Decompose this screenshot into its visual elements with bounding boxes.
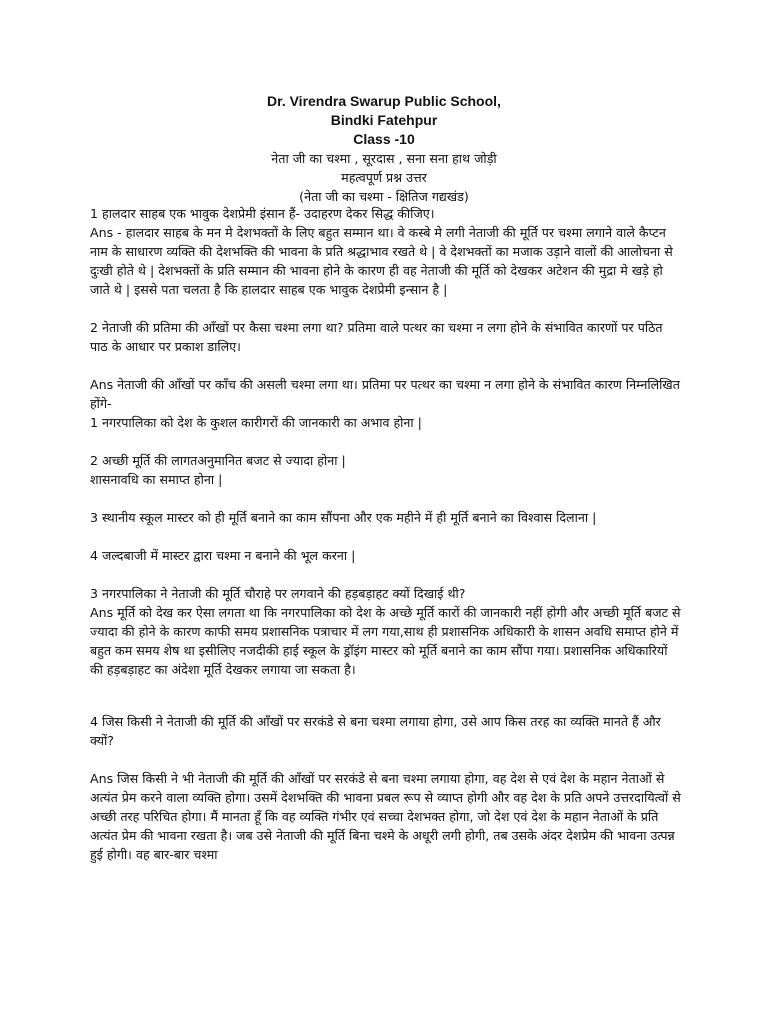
question-3: 3 नगरपालिका ने नेताजी की मूर्ति चौराहे पर लगवाने की हड़बड़ाहट क्यों दिखाई थी? (90, 586, 466, 601)
paragraph-gap (90, 299, 682, 318)
school-place: Bindki Fatehpur (330, 112, 438, 128)
question-2: 2 नेताजी की प्रतिमा की आँखों पर कैसा चश्मा लगा था? प्रतिमा वाले पत्थर का चश्मा न लगा होने के संभावित कारणों पर पठित पाठ के आधार पर प्रकाश डालिए। (90, 320, 663, 354)
answer-4: Ans जिस किसी ने भी नेताजी की मूर्ति की आँखों पर सरकंडे से बना चश्मा लगाया होगा, वह देश से एवं देश के महान नेताओं से अत्यंत प्रेम करने वाला व्यक्ति होगा। उसमें देशभक्ति की भावना प्रबल रूप से व्याप्त होगी और वह देश के प्रति अपने उत्तरदायित्वों से अच्छी तरह परिचित होगा। मैं मानता हूँ कि वह व्यक्ति गंभीर एवं सच्चा देशभक्त होगा, जो देश एवं देश के महान नेताओं के प्रति अत्यंत प्रेम की भावना रखता है। जब उसे नेताजी की मूर्ति बिना चश्मे के अधूरी लगी होगी, तब उसके अंदर देशप्रेम की भावना उत्पन्न हुई होगी। वह बार-बार चश्मा (90, 771, 681, 862)
answer-3: Ans मूर्ति को देख कर ऐसा लगता था कि नगरपालिका को देश के अच्छे मूर्ति कारों की जानकारी नहीं होगी और अच्छी मूर्ति बजट से ज्यादा की होने के कारण काफी समय प्रशासनिक पत्राचार में लग गया,साथ ही प्रशासनिक अधिकारी के शासन अवधि समाप्त होने में बहुत कम समय शेष था इसीलिए नजदीकी हाई स्कूल के ड्रॉइंग मास्टर को मूर्ति बनाने का काम सौंपा गया। प्रशासनिक अधिकारियों की हड़बड़ाहट का अंदेशा मूर्ति देखकर लगाया जा सकता है। (90, 605, 681, 677)
document-body (90, 204, 682, 864)
paragraph-gap (90, 356, 682, 375)
school-name: Dr. Virendra Swarup Public School, (267, 93, 501, 109)
answer-2-point-4: 4 जल्दबाजी में मास्टर द्वारा चश्मा न बनाने की भूल करना | (90, 548, 356, 563)
answer-2-point-3: 3 स्थानीय स्कूल मास्टर को ही मूर्ति बनाने का काम सौंपना और एक महीने में ही मूर्ति बनाने का विश्वास दिलाना | (90, 510, 597, 525)
document-header (90, 92, 678, 206)
chapter-list: नेता जी का चश्मा , सूरदास , सना सना हाथ जोड़ी (271, 151, 497, 166)
question-4: 4 जिस किसी ने नेताजी की मूर्ति की आँखों पर सरकंडे से बना चश्मा लगाया होगा, उसे आप किस तरह का व्यक्ति मानते हैं और क्यों? (90, 714, 661, 748)
class-label: Class -10 (353, 131, 415, 147)
question-1: 1 हालदार साहब एक भावुक देशप्रेमी इंसान हैं- उदाहरण देकर सिद्ध कीजिए। (90, 206, 435, 221)
document-subtitle: महत्वपूर्ण प्रश्न उत्तर (341, 170, 427, 185)
answer-2-intro: Ans नेताजी की आँखों पर काँच की असली चश्मा लगा था। प्रतिमा पर पत्थर का चश्मा न लगा होने के संभावित कारण निम्नलिखित होंगे- (90, 377, 680, 411)
paragraph-gap (90, 565, 682, 584)
paragraph-gap (90, 432, 682, 451)
paragraph-gap (90, 750, 682, 769)
answer-1: Ans - हालदार साहब के मन मे देशभक्तों के लिए बहुत सम्मान था। वे कस्बे मे लगी नेताजी की मूर्ति पर चश्मा लगाने वाले कैप्टन नाम के साधारण व्यक्ति की देशभक्ति की भावना के प्रति श्रद्धाभाव रखते थे | वे देशभक्तों का मजाक उड़ाने वालों की आलोचना से दुःखी होते थे | देशभक्तों के प्रति सम्मान की भावना होने के कारण ही वह नेताजी की मूर्ति को देखकर अटेशन की मुद्रा मे खड़े हो जाते थे | इससे पता चलता है कि हालदार साहब एक भावुक देशप्रेमी इन्सान है | (90, 225, 673, 297)
answer-2-point-1: 1 नगरपालिका को देश के कुशल कारीगरों की जानकारी का अभाव होना | (90, 415, 422, 430)
paragraph-gap (90, 679, 682, 712)
answer-2-point-2-continued: शासनावधि का समाप्त होना | (90, 472, 223, 487)
paragraph-gap (90, 489, 682, 508)
source-note: (नेता जी का चश्मा - क्षितिज गद्यखंड) (299, 189, 469, 204)
answer-2-point-2: 2 अच्छी मूर्ति की लागतअनुमानित बजट से ज्यादा होना | (90, 453, 346, 468)
paragraph-gap (90, 527, 682, 546)
